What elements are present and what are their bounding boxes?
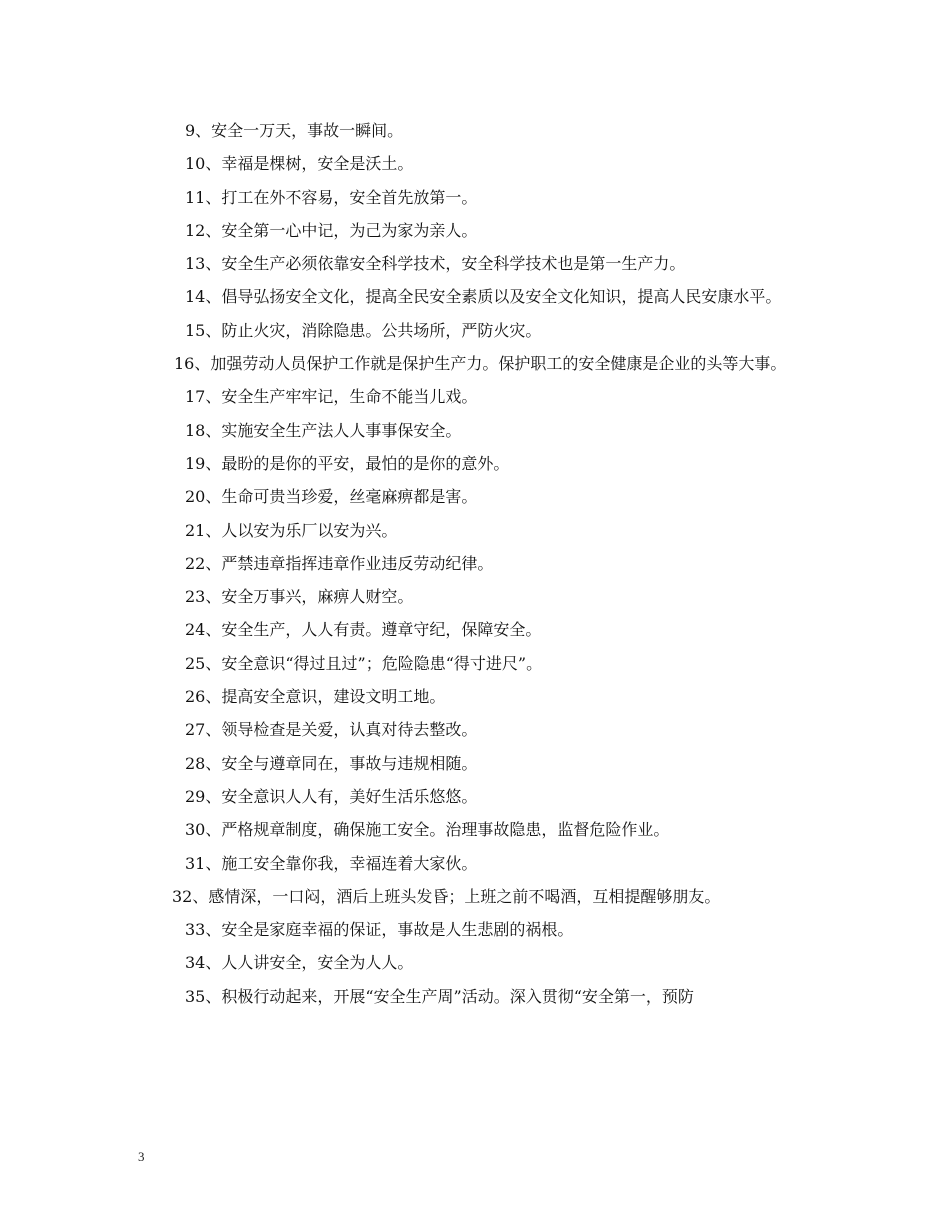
paragraph-15: 15、防止火灾，消除隐患。公共场所，严防火灾。 (185, 320, 542, 340)
paragraph-9: 9、安全一万天，事故一瞬间。 (185, 121, 404, 140)
paragraph-19: 19、最盼的是你的平安，最怕的是你的意外。 (185, 453, 510, 473)
document-body (138, 114, 818, 1013)
paragraph-28: 28、安全与遵章同在，事故与违规相随。 (185, 753, 478, 773)
paragraph-33: 33、安全是家庭幸福的保证，事故是人生悲剧的祸根。 (185, 920, 574, 940)
paragraph-22: 22、严禁违章指挥违章作业违反劳动纪律。 (185, 553, 494, 573)
paragraph-11: 11、打工在外不容易，安全首先放第一。 (185, 187, 478, 207)
paragraph-13: 13、安全生产必须依靠安全科学技术，安全科学技术也是第一生产力。 (185, 254, 686, 274)
paragraph-26: 26、提高安全意识，建设文明工地。 (185, 687, 446, 707)
paragraph-30: 30、严格规章制度，确保施工安全。治理事故隐患，监督危险作业。 (185, 820, 670, 840)
paragraph-17: 17、安全生产牢牢记，生命不能当儿戏。 (185, 387, 478, 407)
paragraph-35: 35、积极行动起来，开展“安全生产周”活动。深入贯彻“安全第一，预防 (185, 986, 694, 1006)
paragraph-25: 25、安全意识“得过且过”；危险隐患“得寸进尺”。 (185, 653, 543, 673)
paragraph-18: 18、实施安全生产法人人事事保安全。 (185, 420, 462, 440)
paragraph-27: 27、领导检查是关爱，认真对待去整改。 (185, 720, 478, 740)
paragraph-32: 32、感情深，一口闷，酒后上班头发昏；上班之前不喝酒，互相提醒够朋友。 (172, 886, 721, 906)
paragraph-14: 14、倡导弘扬安全文化，提高全民安全素质以及安全文化知识，提高人民安康水平。 (185, 287, 782, 307)
paragraph-21: 21、人以安为乐厂以安为兴。 (185, 520, 398, 540)
paragraph-23: 23、安全万事兴，麻痹人财空。 (185, 587, 414, 607)
paragraph-16: 16、加强劳动人员保护工作就是保护生产力。保护职工的安全健康是企业的头等大事。 (174, 354, 787, 374)
paragraph-34: 34、人人讲安全，安全为人人。 (185, 953, 414, 973)
paragraph-10: 10、幸福是棵树，安全是沃土。 (185, 154, 414, 174)
paragraph-24: 24、安全生产，人人有责。遵章守纪，保障安全。 (185, 620, 542, 640)
paragraph-12: 12、安全第一心中记，为己为家为亲人。 (185, 220, 478, 240)
paragraph-20: 20、生命可贵当珍爱，丝毫麻痹都是害。 (185, 487, 478, 507)
paragraph-31: 31、施工安全靠你我，幸福连着大家伙。 (185, 853, 478, 873)
page-number: 3 (138, 1149, 145, 1164)
paragraph-29: 29、安全意识人人有，美好生活乐悠悠。 (185, 786, 478, 806)
